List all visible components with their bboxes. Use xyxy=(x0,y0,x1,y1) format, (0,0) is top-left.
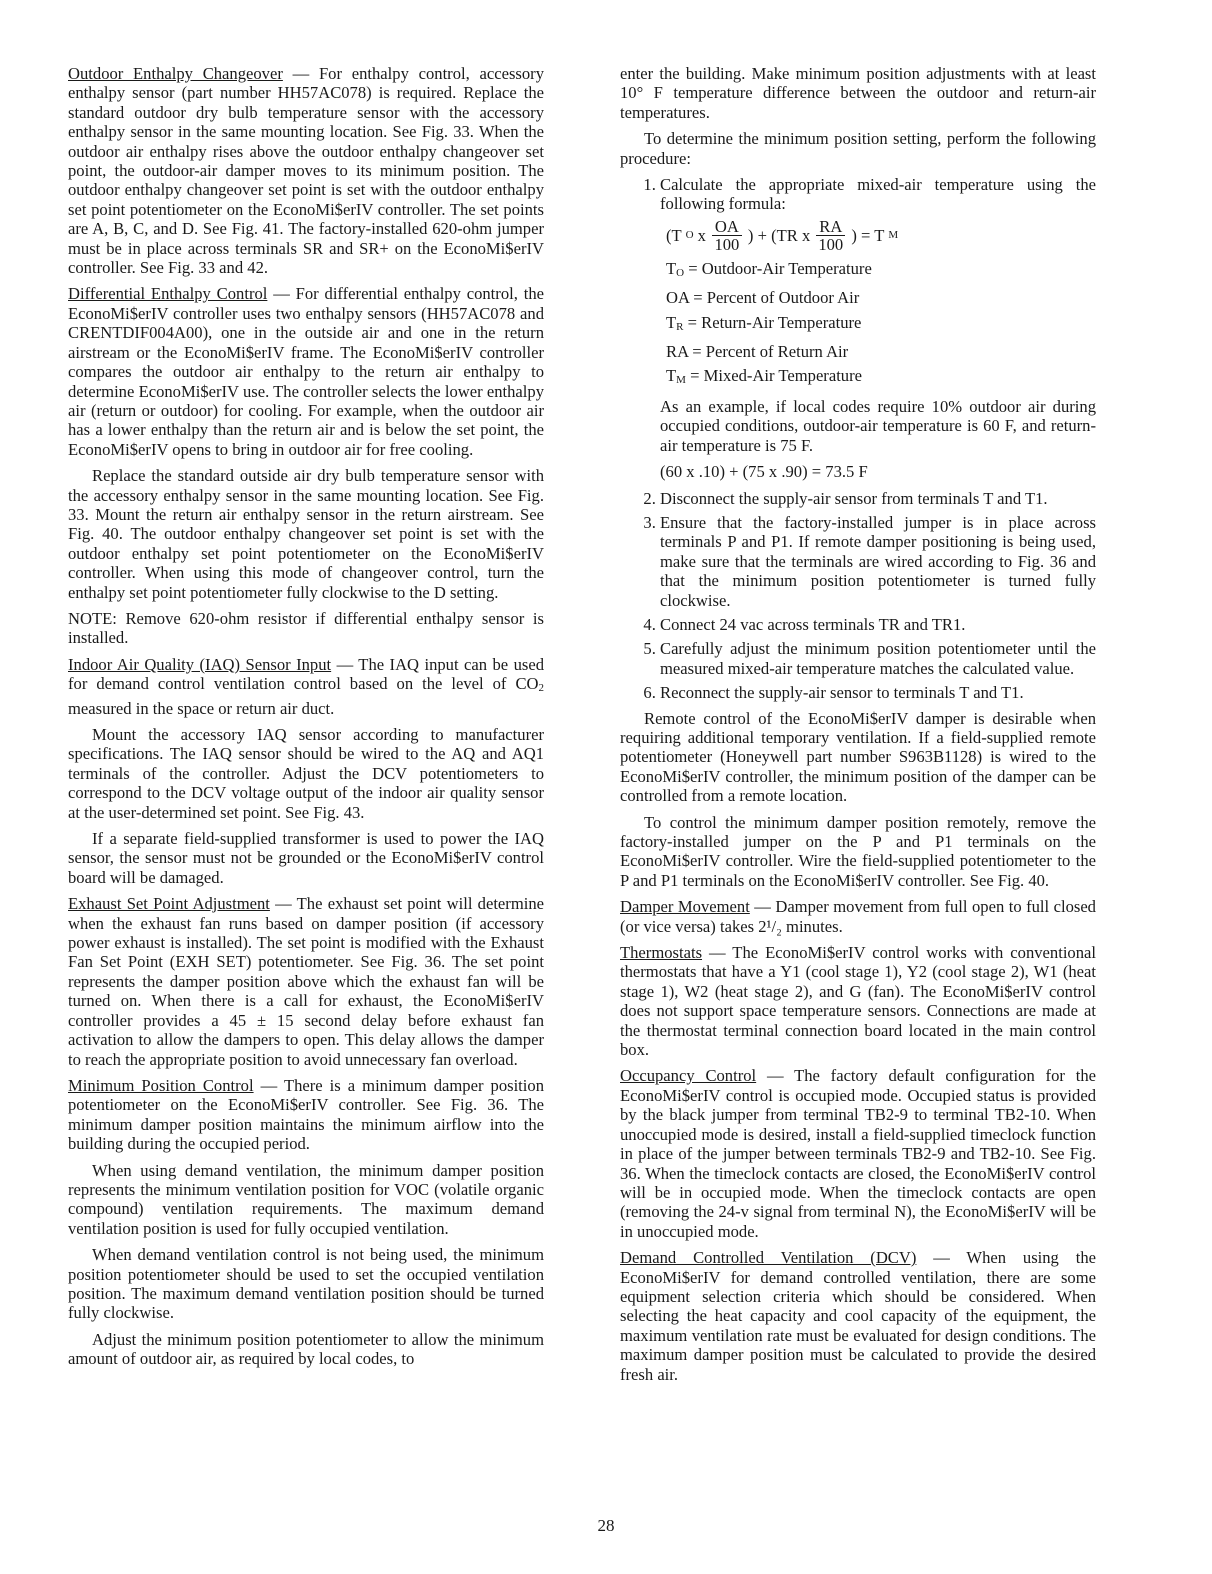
example-calculation: (60 x .10) + (75 x .90) = 73.5 F xyxy=(660,462,868,482)
heading-differential-enthalpy: Differential Enthalpy Control xyxy=(68,284,268,304)
fraction-ra: $\frac{RA}{100}$ xyxy=(816,218,845,253)
procedure-list xyxy=(620,175,1096,703)
paragraph-iaq-sensor: Indoor Air Quality (IAQ) Sensor Input — The IAQ input can be used for demand control ventilation control based on the level of CO2 measured in the space or return air duct. xyxy=(68,654,544,718)
paragraph: When using demand ventilation, the minimum damper position represents the minimum ventilation position for VOC (volatile organic compound) ventilation requirements. The maximum demand ventilation position is used for fully occupied ventilation. xyxy=(68,1160,544,1238)
list-item: 3. Ensure that the factory-installed jumper is in place across terminals P and P1. If remote damper positioning is being used, make sure that the terminals are wired according to Fig. 36 and that the minimum position potentiometer is turned fully clockwise. xyxy=(660,513,1096,610)
paragraph-exhaust-set-point: Exhaust Set Point Adjustment — The exhaust set point will determine when the exhaust fan runs based on damper position (if accessory power exhaust is installed). The set point is modified with the Exhaust Fan Set Point (EXH SET) potentiometer. See Fig. 36. The set point represents the damper position above which the exhaust fan will be turned on. When there is a call for exhaust, the EconoMi$erIV controller provides a 45 ± 15 second delay before exhaust fan activation to allow the dampers to open. This delay allows the damper to reach the appropriate position to avoid unnecessary fan overload. xyxy=(68,894,545,1069)
paragraph-thermostats: Thermostats — The EconoMi$erIV control works with conventional thermostats that have a Y1 (cool stage 1), Y2 (cool stage 2), W1 (heat stage 1), W2 (heat stage 2), and G (fan). The EconoMi$erIV control does not support space temperature sensors. Connections are made at the thermostat terminal connection board located in the main control box. xyxy=(620,943,1096,1060)
heading-outdoor-enthalpy: Outdoor Enthalpy Changeover xyxy=(68,64,283,83)
definition-to: TO = Outdoor-Air Temperature xyxy=(666,258,872,279)
heading-damper-movement: Damper Movement xyxy=(620,897,750,917)
definition-oa: OA = Percent of Outdoor Air xyxy=(666,288,860,308)
paragraph: Replace the standard outside air dry bulb temperature sensor with the accessory enthalpy sensor in the same mounting location. See Fig. 33. Mount the return air enthalpy sensor in the return airstream. See Fig. 40. The outdoor enthalpy changeover set point is set with the outdoor enthalpy set point potentiometer on the EconoMi$erIV controller. When using this mode of changeover control, turn the enthalpy set point potentiometer fully clockwise to the D setting. xyxy=(68,466,544,602)
definition-ra: RA = Percent of Return Air xyxy=(666,342,849,362)
heading-dcv: Demand Controlled Ventilation (DCV) xyxy=(620,1248,917,1268)
paragraph: If a separate field-supplied transformer is used to power the IAQ sensor, the sensor must not be grounded or the EconoMi$erIV control board will be damaged. xyxy=(68,829,544,887)
fraction-oa: $\frac{OA}{100}$ xyxy=(712,218,742,253)
formula-definitions xyxy=(666,259,1096,391)
definition-tm: TM = Mixed-Air Temperature xyxy=(666,366,862,387)
paragraph-occupancy-control: Occupancy Control — The factory default configuration for the EconoMi$erIV control is occupied mode. Occupied status is provided by the black jumper from terminal TB2-9 to terminal TB2-10. When unoccupied mode is desired, install a field-supplied timeclock function in place of the jumper between terminals TB2-9 and TB2-10. See Fig. 36. When the timeclock contacts are closed, the EconoMi$erIV control will be in occupied mode. When the timeclock contacts are open (removing the 24-v signal from terminal N), the EconoMi$erIV will be in unoccupied mode. xyxy=(620,1066,1096,1241)
paragraph-dcv: Demand Controlled Ventilation (DCV) — When using the EconoMi$erIV for demand controlled ventilation, there are some equipment selection criteria which should be considered. When selecting the heat capacity and cool capacity of the equipment, the maximum ventilation rate must be evaluated for design conditions. The maximum damper position must be calculated to provide the desired fresh air. xyxy=(620,1248,1096,1384)
paragraph: Adjust the minimum position potentiometer to allow the minimum amount of outdoor air, as required by local codes, to xyxy=(68,1329,544,1369)
paragraph: To control the minimum damper position remotely, remove the factory-installed jumper on the P and P1 terminals on the EconoMi$erIV controller. Wire the field-supplied potentiometer to the P and P1 terminals on the EconoMi$erIV controller. See Fig. 40. xyxy=(620,812,1096,890)
paragraph: When demand ventilation control is not being used, the minimum position potentiometer should be used to set the occupied ventilation position. The maximum demand ventilation position should be turned fully clockwise. xyxy=(68,1245,544,1323)
left-column xyxy=(68,64,544,1376)
paragraph: Remote control of the EconoMi$erIV damper is desirable when requiring additional temporary ventilation. If a field-supplied remote potentiometer (Honeywell part number S963B1128) is wired to the EconoMi$erIV controller, the minimum position of the damper can be controlled from a remote location. xyxy=(620,708,1096,806)
heading-minimum-position: Minimum Position Control xyxy=(68,1075,254,1095)
heading-exhaust-set-point: Exhaust Set Point Adjustment xyxy=(68,894,270,914)
heading-occupancy-control: Occupancy Control xyxy=(620,1066,757,1086)
heading-thermostats: Thermostats xyxy=(620,943,703,963)
list-item: 2. Disconnect the supply-air sensor from terminals T and T1. xyxy=(660,489,1096,508)
page-number: 28 xyxy=(597,1516,615,1535)
list-item: 6. Reconnect the supply-air sensor to terminals T and T1. xyxy=(660,683,1096,702)
heading-iaq-sensor: Indoor Air Quality (IAQ) Sensor Input xyxy=(68,654,332,674)
list-item: 5. Carefully adjust the minimum position potentiometer until the measured mixed-air temperature matches the calculated value. xyxy=(660,639,1096,678)
right-column xyxy=(620,64,1096,1391)
list-item: 4. Connect 24 vac across terminals TR and TR1. xyxy=(660,615,1096,634)
note: NOTE: Remove 620-ohm resistor if differential enthalpy sensor is installed. xyxy=(68,608,544,648)
paragraph: enter the building. Make minimum position adjustments with at least 10° F temperature difference between the outdoor and return-air temperatures. xyxy=(620,64,1096,122)
paragraph-minimum-position: Minimum Position Control — There is a minimum damper position potentiometer on the EconoMi$erIV controller. See Fig. 36. The minimum damper position maintains the minimum airflow into the building during the occupied period. xyxy=(68,1075,544,1154)
paragraph-differential-enthalpy: Differential Enthalpy Control — For differential enthalpy control, the EconoMi$erIV controller uses two enthalpy sensors (HH57AC078 and CRENTDIF004A00), one in the outside air and one in the return airstream or the EconoMi$erIV frame. The EconoMi$erIV controller compares the outdoor air enthalpy to the return air enthalpy to determine EconoMi$erIV use. The controller selects the lower enthalpy air (return or outdoor) for cooling. For example, when the outdoor air has a lower enthalpy than the return air and is below the set point, the EconoMi$erIV opens to bring in outdoor air for free cooling. xyxy=(68,284,544,459)
definition-tr: TR = Return-Air Temperature xyxy=(666,312,862,333)
paragraph-damper-movement: Damper Movement — Damper movement from full open to full closed (or vice versa) takes 2¹/₂ minutes. xyxy=(620,897,1096,936)
paragraph: Mount the accessory IAQ sensor according to manufacturer specifications. The IAQ sensor should be wired to the AQ and AQ1 terminals of the controller. Adjust the DCV potentiometers to correspond to the DCV voltage output of the indoor air quality sensor at the user-determined set point. See Fig. 43. xyxy=(68,725,544,822)
list-item: 1. Calculate the appropriate mixed-air temperature using the following formula: (T O x $\frac{OA}{100}$ ) + (TR x $\frac{RA}{100}$ ) = T M TO = Outdoor-Air Temperature OA = Percent of Outdoor Air TR = Return-Air Temperature RA = Percent of Return Air TM = Mixed-Air Temperature As an example, if local codes require 10% outdoor air during occupied conditions, outdoor-air temperature is 60 F, and return-air temperature is 75 F. (60 x .10) + (75 x .90) = 73.5 F xyxy=(660,175,1096,481)
paragraph-outdoor-enthalpy: Outdoor Enthalpy Changeover — For enthalpy control, accessory enthalpy sensor (part number HH57AC078) is required. Replace the standard outdoor dry bulb temperature sensor with the accessory enthalpy sensor in the same mounting location. See Fig. 33. When the outdoor air enthalpy rises above the outdoor enthalpy changeover set point, the outdoor-air damper moves to its minimum position. The outdoor enthalpy changeover set point is set with the outdoor enthalpy set point potentiometer on the EconoMi$erIV controller. The set points are A, B, C, and D. See Fig. 41. The factory-installed 620-ohm jumper must be in place across terminals SR and SR+ on the EconoMi$erIV controller. See Fig. 33 and 42. xyxy=(68,64,545,278)
paragraph: To determine the minimum position setting, perform the following procedure: xyxy=(620,129,1096,168)
mixed-air-formula: (T O x $\frac{OA}{100}$ ) + (TR x $\frac{RA}{100}$ ) = T M xyxy=(666,216,899,254)
example-text: As an example, if local codes require 10% outdoor air during occupied conditions, outdoor-air temperature is 60 F, and return-air temperature is 75 F. xyxy=(660,396,1096,455)
